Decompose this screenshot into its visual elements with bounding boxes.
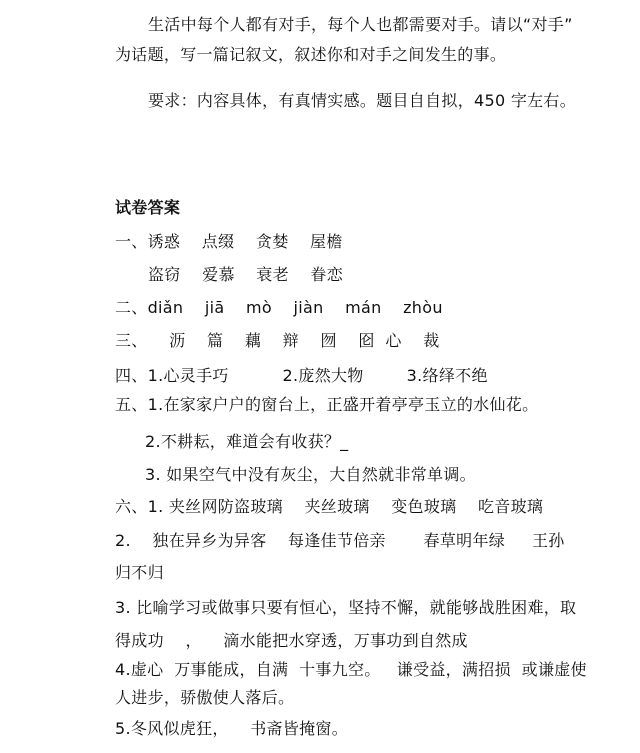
answer-q6-2b: 归不归 — [115, 563, 164, 582]
answers-heading: 试卷答案 — [115, 198, 181, 217]
answer-q6-1: 六、1. 夹丝网防盗玻璃 夹丝玻璃 变色玻璃 吃音玻璃 — [115, 497, 544, 516]
answer-q6-2a: 2. 独在异乡为异客 每逢佳节倍亲 春草明年绿 王孙 — [115, 531, 565, 550]
prompt-line-1: 生活中每个人都有对手，每个人也都需要对手。请以“对手” — [148, 15, 573, 34]
answer-q1-line-1: 一、诱惑 点缀 贪婪 屋檐 — [115, 232, 343, 251]
answer-q6-3a: 3. 比喻学习或做事只要有恒心，坚持不懈，就能够战胜困难，取 — [115, 598, 577, 617]
answer-q1-line-2: 盗窃 爱慕 衰老 眷恋 — [148, 265, 344, 284]
answer-q4: 四、1.心灵手巧 2.庞然大物 3.络绎不绝 — [115, 366, 488, 385]
answer-q5-3: 3. 如果空气中没有灰尘，大自然就非常单调。 — [145, 465, 476, 484]
answer-q5-1: 五、1.在家家户户的窗台上，正盛开着亭亭玉立的水仙花。 — [115, 395, 539, 414]
answer-q5-2: 2.不耕耘，难道会有收获？_ — [145, 432, 349, 451]
prompt-line-2: 为话题，写一篇记叙文，叙述你和对手之间发生的事。 — [115, 45, 507, 64]
answer-q6-5: 5.冬风似虎狂， 书斋皆掩窗。 — [115, 719, 349, 738]
answer-q3: 三、 沥 篇 藕 辩 囫 囵 心 裁 — [115, 331, 440, 350]
prompt-requirement: 要求：内容具体，有真情实感。题目自自拟，450 字左右。 — [148, 91, 577, 110]
answer-q6-3b: 得成功 ， 滴水能把水穿透，万事功到自然成 — [115, 631, 468, 650]
answer-q6-4a: 4.虚心 万事能成，自满 十事九空。 谦受益，满招损 或谦虚使 — [115, 660, 587, 679]
answer-q6-4b: 人进步，骄傲使人落后。 — [115, 688, 295, 707]
answer-q2: 二、diǎn jiā mò jiàn mán zhòu — [115, 298, 443, 317]
